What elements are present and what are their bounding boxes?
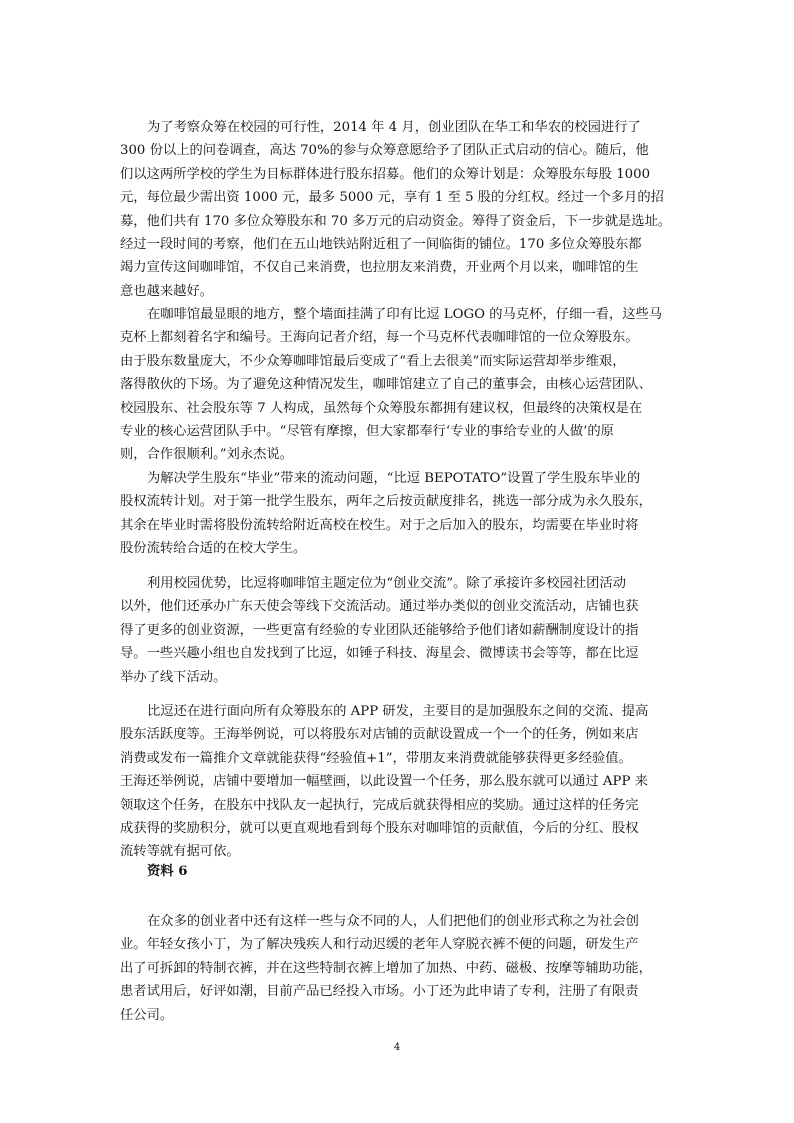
text-line: 王海还举例说，店铺中要增加一幅壁画，以此设置一个任务，那么股东就可以通过 APP 来 xyxy=(120,774,648,790)
text-line: 股东活跃度等。王海举例说，可以将股东对店铺的贡献设置成一个一个的任务，例如来店 xyxy=(120,727,639,743)
text-line: 校园股东、社会股东等 7 人构成，虽然每个众筹股东都拥有建议权，但最终的决策权是在 xyxy=(120,400,643,416)
text-line: 以外，他们还承办广东天使会等线下交流活动。通过举办类似的创业交流活动，店铺也获 xyxy=(120,599,639,615)
text-line: 举办了线下活动。 xyxy=(120,669,227,685)
text-line: 经过一段时间的考察，他们在五山地铁站附近租了一间临街的铺位。170 多位众筹股东都 xyxy=(120,237,642,253)
page-number: 4 xyxy=(393,1042,401,1053)
text-line: 其余在毕业时需将股份流转给附近高校在校生。对于之后加入的股东，均需要在毕业时将 xyxy=(120,517,639,533)
text-line: 领取这个任务，在股东中找队友一起执行，完成后就获得相应的奖励。通过这样的任务完 xyxy=(120,797,639,813)
text-line: 落得散伙的下场。为了避免这种情况发生，咖啡馆建立了自己的董事会，由核心运营团队、 xyxy=(120,377,652,393)
text-line: 股份流转给合适的在校大学生。 xyxy=(120,541,307,557)
paragraph-app-development xyxy=(120,700,686,864)
text-line: 患者试用后，好评如潮，目前产品已经投入市场。小丁还为此申请了专利，注册了有限责 xyxy=(120,984,639,1000)
paragraph-social-entrepreneurship xyxy=(120,910,686,1027)
text-line: 业。年轻女孩小丁，为了解决残疾人和行动迟缓的老年人穿脱衣裤不便的问题，研发生产 xyxy=(120,937,639,953)
paragraph-crowdfunding-survey xyxy=(120,116,686,303)
text-line: 元，每位最少需出资 1000 元，最多 5000 元，享有 1 至 5 股的分红权。经过一个多月的招 xyxy=(120,190,664,206)
text-line: 意也越来越好。 xyxy=(120,283,214,299)
text-line: 由于股东数量庞大，不少众筹咖啡馆最后变成了“看上去很美”而实际运营却举步维艰， xyxy=(120,353,626,369)
text-line: 为了考察众筹在校园的可行性，2014 年 4 月，创业团队在华工和华农的校园进行了 xyxy=(147,120,641,135)
section-heading: 资料 6 xyxy=(147,864,188,879)
text-line: 出了可拆卸的特制衣裤，并在这些特制衣裤上增加了加热、中药、磁极、按摩等辅助功能， xyxy=(120,960,652,976)
text-line: 得了更多的创业资源，一些更富有经验的专业团队还能够给予他们诸如薪酬制度设计的指 xyxy=(120,622,639,638)
text-line: 则，合作很顺利。”刘永杰说。 xyxy=(120,447,294,463)
text-line: 为解决学生股东“毕业”带来的流动问题，“比逗 BEPOTATO”设置了学生股东毕业的 xyxy=(147,471,641,486)
text-line: 克杯上都刻着名字和编号。王海向记者介绍，每一个马克杯代表咖啡馆的一位众筹股东。 xyxy=(120,330,639,346)
text-line: 募，他们共有 170 多位众筹股东和 70 多万元的启动资金。筹得了资金后，下一步就是选址。 xyxy=(120,213,672,229)
text-line: 消费或发布一篇推介文章就能获得“经验值+1”，带朋友来消费就能够获得更多经验值。 xyxy=(120,750,632,766)
text-line: 在咖啡馆最显眼的地方，整个墙面挂满了印有比逗 LOGO 的马克杯，仔细一看，这些马 xyxy=(147,307,663,322)
paragraph-campus-advantage xyxy=(120,572,686,689)
text-line: 股权流转计划。对于第一批学生股东，两年之后按贡献度排名，挑选一部分成为永久股东， xyxy=(120,494,652,510)
text-line: 在众多的创业者中还有这样一些与众不同的人，人们把他们的创业形式称之为社会创 xyxy=(147,914,639,929)
paragraph-mug-wall xyxy=(120,303,686,467)
text-line: 流转等就有据可依。 xyxy=(120,844,240,860)
text-line: 利用校园优势，比逗将咖啡馆主题定位为“创业交流”。除了承接许多校园社团活动 xyxy=(147,576,626,591)
text-line: 专业的核心运营团队手中。“尽管有摩擦，但大家都奉行‘专业的事给专业的人做’的原 xyxy=(120,424,614,440)
text-line: 300 份以上的问卷调查，高达 70%的参与众筹意愿给予了团队正式启动的信心。随后，他 xyxy=(120,143,649,159)
text-line: 比逗还在进行面向所有众筹股东的 APP 研发，主要目的是加强股东之间的交流、提高 xyxy=(147,704,649,719)
text-line: 导。一些兴趣小组也自发找到了比逗，如锤子科技、海星会、微博读书会等等，都在比逗 xyxy=(120,646,639,662)
paragraph-equity-transfer xyxy=(120,467,686,561)
text-line: 竭力宣传这间咖啡馆，不仅自己来消费，也拉朋友来消费，开业两个月以来，咖啡馆的生 xyxy=(120,260,639,276)
text-line: 任公司。 xyxy=(120,1007,174,1023)
text-line: 成获得的奖励积分，就可以更直观地看到每个股东对咖啡馆的贡献值，今后的分红、股权 xyxy=(120,821,639,837)
text-line: 们以这两所学校的学生为目标群体进行股东招募。他们的众筹计划是：众筹股东每股 1000 xyxy=(120,166,651,182)
